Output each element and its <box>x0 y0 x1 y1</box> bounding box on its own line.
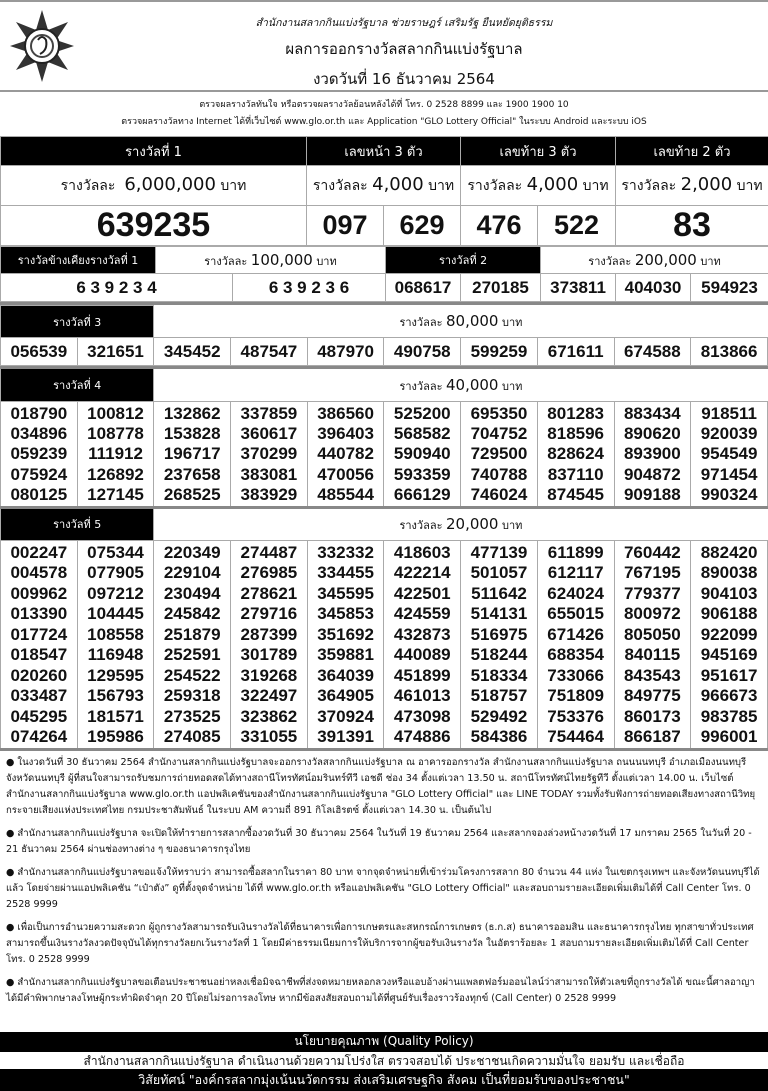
prize-number: 674588 <box>614 338 691 366</box>
prize-number: 322497 <box>231 686 308 707</box>
prize-number: 301789 <box>231 645 308 666</box>
prize-number: 837110 <box>537 465 614 486</box>
last3-number: 476 <box>461 206 538 246</box>
last3-label: เลขท้าย 3 ตัว <box>461 137 616 166</box>
prize-number: 108778 <box>77 424 154 445</box>
prize-number: 230494 <box>154 584 231 605</box>
prize-number: 432873 <box>384 625 461 646</box>
top-prizes-table <box>0 136 768 246</box>
prize-number: 100812 <box>77 401 154 424</box>
second-prize-number: 404030 <box>616 274 691 302</box>
prize-number: 671426 <box>537 625 614 646</box>
prize-number: 229104 <box>154 563 231 584</box>
prize-number: 345853 <box>307 604 384 625</box>
prize-number: 470056 <box>307 465 384 486</box>
third-prize-amount: รางวัลละ 80,000 บาท <box>154 306 768 338</box>
announcement-item <box>6 975 760 1007</box>
prize-number: 418603 <box>384 541 461 564</box>
prize-number: 259318 <box>154 686 231 707</box>
prize-number: 278621 <box>231 584 308 605</box>
prize-number: 196717 <box>154 444 231 465</box>
prize-number: 440089 <box>384 645 461 666</box>
prize-number: 345452 <box>154 338 231 366</box>
quality-policy-title: นโยบายคุณภาพ (Quality Policy) <box>0 1032 768 1051</box>
prize-number: 251879 <box>154 625 231 646</box>
prize-number: 013390 <box>1 604 78 625</box>
prize-number: 156793 <box>77 686 154 707</box>
prize-number: 746024 <box>461 485 538 506</box>
first-prize-label: รางวัลที่ 1 <box>1 137 307 166</box>
prize-number: 805050 <box>614 625 691 646</box>
prize-number: 017724 <box>1 625 78 646</box>
prize-number: 729500 <box>461 444 538 465</box>
bullet-icon: ● <box>6 867 17 878</box>
prize-number: 383929 <box>231 485 308 506</box>
prize-number: 753376 <box>537 707 614 728</box>
prize-number: 516975 <box>461 625 538 646</box>
prize-number: 733066 <box>537 666 614 687</box>
vision: วิสัยทัศน์ "องค์กรสลากมุ่งเน้นนวัตกรรม ส่งเสริมเศรษฐกิจ สังคม เป็นที่ยอมรับของประชาชน" <box>0 1070 768 1091</box>
prize-number: 059239 <box>1 444 78 465</box>
draw-date: งวดวันที่ 16 ธันวาคม 2564 <box>40 67 768 91</box>
prize-number: 127145 <box>77 485 154 506</box>
bullet-icon: ● <box>6 757 17 768</box>
prize-number: 364905 <box>307 686 384 707</box>
fifth-prize-amount: รางวัลละ 20,000 บาท <box>154 509 768 541</box>
prize-number: 485544 <box>307 485 384 506</box>
prize-number: 671611 <box>537 338 614 366</box>
prize-number: 108558 <box>77 625 154 646</box>
prize-number: 220349 <box>154 541 231 564</box>
prize-number: 473098 <box>384 707 461 728</box>
prize-number: 813866 <box>691 338 768 366</box>
near-first-number: 6 3 9 2 3 4 <box>1 274 233 302</box>
prize-number: 893900 <box>614 444 691 465</box>
slogan: สำนักงานสลากกินแบ่งรัฐบาล ช่วยราษฎร์ เสริมรัฐ ยืนหยัดยุติธรรม <box>40 14 768 31</box>
prize-number: 360617 <box>231 424 308 445</box>
prize-number: 909188 <box>614 485 691 506</box>
prize-number: 020260 <box>1 666 78 687</box>
near-first-amount: รางวัลละ 100,000 บาท <box>156 247 386 274</box>
prize-number: 451899 <box>384 666 461 687</box>
prize-number: 511642 <box>461 584 538 605</box>
prize-number: 767195 <box>614 563 691 584</box>
prize-number: 477139 <box>461 541 538 564</box>
prize-number: 276985 <box>231 563 308 584</box>
bullet-icon: ● <box>6 922 17 933</box>
prize-number: 487970 <box>307 338 384 366</box>
prize-number: 075924 <box>1 465 78 486</box>
fourth-prize-amount: รางวัลละ 40,000 บาท <box>154 369 768 401</box>
prize-number: 866187 <box>614 727 691 748</box>
prize-number: 624024 <box>537 584 614 605</box>
prize-number: 890038 <box>691 563 768 584</box>
quality-policy: สำนักงานสลากกินแบ่งรัฐบาล ดำเนินงานด้วยความโปร่งใส ตรวจสอบได้ ประชาชนเกิดความมั่นใจ ยอมรับ และเชื่อถือ <box>0 1051 768 1070</box>
prize-number: 849775 <box>614 686 691 707</box>
prize-number: 422501 <box>384 584 461 605</box>
prize-number: 590940 <box>384 444 461 465</box>
prize-number: 391391 <box>307 727 384 748</box>
prize-number: 971454 <box>691 465 768 486</box>
document-header <box>0 0 768 92</box>
announcement-item <box>6 920 760 968</box>
prize-number: 245842 <box>154 604 231 625</box>
prize-number: 364039 <box>307 666 384 687</box>
prize-number: 077905 <box>77 563 154 584</box>
third-prize-table <box>0 305 768 366</box>
prize-number: 695350 <box>461 401 538 424</box>
prize-number: 704752 <box>461 424 538 445</box>
last2-number: 83 <box>616 206 768 246</box>
prize-number: 818596 <box>537 424 614 445</box>
prize-number: 195986 <box>77 727 154 748</box>
prize-number: 593359 <box>384 465 461 486</box>
prize-number: 882420 <box>691 541 768 564</box>
last2-label: เลขท้าย 2 ตัว <box>616 137 768 166</box>
prize-number: 396403 <box>307 424 384 445</box>
prize-number: 922099 <box>691 625 768 646</box>
prize-number: 990324 <box>691 485 768 506</box>
prize-number: 779377 <box>614 584 691 605</box>
announcement-text: ในงวดวันที่ 30 ธันวาคม 2564 สำนักงานสลากกินแบ่งรัฐบาลจะออกรางวัลสลากกินแบ่งรัฐบาล ณ อาคารออกรางวัล สำนักงานสลากกินแบ่งรัฐบาล ถนนนนทบุรี อำเภอเมืองนนทบุรี จังหวัดนนทบุรี ผู้ที่สนใจสามารถรับชมการถ่ายทอดสดได้ทางสถานีโทรทัศน์อมรินทร์ทีวี เอชดี ช่อง 34 ตั้งแต่เวลา 13.50 น. สถานีโทรทัศน์ไทยรัฐทีวี ตั้งแต่เวลา 14.00 น. เว็บไซต์สำนักงานสลากกินแบ่งรัฐบาล www.glo.or.th แอปพลิเคชันของสำนักงานสลากกินแบ่งรัฐบาล "GLO Lottery Official" และ LINE TODAY รวมทั้งรับฟังการถ่ายทอดเสียงทางสถานีวิทยุกระจายเสียงแห่งประเทศไทย กรมประชาสัมพันธ์ ในระบบ AM ความถี่ 891 กิโลเฮิรตซ์ ตั้งแต่เวลา 14.30 น. เป็นต้นไป <box>6 757 755 816</box>
announcement-item <box>6 865 760 913</box>
prize-number: 370299 <box>231 444 308 465</box>
prize-number: 004578 <box>1 563 78 584</box>
prize-number: 126892 <box>77 465 154 486</box>
prize-number: 252591 <box>154 645 231 666</box>
announcement-text: เพื่อเป็นการอำนวยความสะดวก ผู้ถูกรางวัลสามารถรับเงินรางวัลได้ที่ธนาคารเพื่อการเกษตรและสหกรณ์การเกษตร (ธ.ก.ส) ธนาคารออมสิน และธนาคารกรุงไทย ทุกสาขาทั่วประเทศ สามารถขึ้นเงินรางวัลงวดปัจจุบันได้ทุกรางวัลยกเว้นรางวัลที่ 1 โดยมีค่าธรรมเนียมการให้บริการจากผู้ขอรับเงินรางวัล ในอัตราร้อยละ 1 สอบถามรายละเอียดเพิ่มเติมได้ที่ Call Center โทร. 0 2528 9999 <box>6 922 754 965</box>
prize-number: 514131 <box>461 604 538 625</box>
prize-number: 116948 <box>77 645 154 666</box>
prize-number: 018790 <box>1 401 78 424</box>
bullet-icon: ● <box>6 828 17 839</box>
prize-number: 129595 <box>77 666 154 687</box>
prize-number: 954549 <box>691 444 768 465</box>
prize-number: 951617 <box>691 666 768 687</box>
front3-number: 629 <box>384 206 461 246</box>
prize-number: 056539 <box>1 338 78 366</box>
prize-number: 075344 <box>77 541 154 564</box>
prize-number: 279716 <box>231 604 308 625</box>
prize-number: 666129 <box>384 485 461 506</box>
check-info-phone: ตรวจผลรางวัลทันใจ หรือตรวจผลรางวัลย้อนหลังได้ที่ โทร. 0 2528 8899 และ 1900 1900 10 <box>0 97 768 114</box>
near-first-number: 6 3 9 2 3 6 <box>233 274 386 302</box>
prize-number: 331055 <box>231 727 308 748</box>
prize-number: 599259 <box>461 338 538 366</box>
prize-number: 501057 <box>461 563 538 584</box>
prize-number: 321651 <box>77 338 154 366</box>
prize-number: 918511 <box>691 401 768 424</box>
fourth-prize-table <box>0 369 768 506</box>
check-info <box>0 92 768 136</box>
near-first-label: รางวัลข้างเคียงรางวัลที่ 1 <box>1 247 156 274</box>
prize-number: 097212 <box>77 584 154 605</box>
third-prize-label: รางวัลที่ 3 <box>1 306 154 338</box>
announcements <box>0 751 768 1032</box>
prize-number: 111912 <box>77 444 154 465</box>
prize-number: 337859 <box>231 401 308 424</box>
prize-number: 983785 <box>691 707 768 728</box>
prize-number: 153828 <box>154 424 231 445</box>
prize-number: 132862 <box>154 401 231 424</box>
prize-number: 487547 <box>231 338 308 366</box>
prize-number: 370924 <box>307 707 384 728</box>
prize-number: 287399 <box>231 625 308 646</box>
prize-number: 906188 <box>691 604 768 625</box>
fifth-prize-label: รางวัลที่ 5 <box>1 509 154 541</box>
prize-number: 529492 <box>461 707 538 728</box>
prize-number: 474886 <box>384 727 461 748</box>
prize-number: 751809 <box>537 686 614 707</box>
front3-amount: รางวัลละ 4,000 บาท <box>307 166 461 206</box>
glo-emblem-logo <box>10 10 74 82</box>
second-prize-number: 373811 <box>541 274 616 302</box>
announcement-text: สำนักงานสลากกินแบ่งรัฐบาล จะเปิดให้ทำรายการสลากซื้องวดวันที่ 30 ธันวาคม 2564 ในวันที่ 19 ธันวาคม 2564 และสลากจองล่วงหน้างวดวันที่ 17 มกราคม 2565 ในวันที่ 20 - 21 ธันวาคม 2564 ผ่านช่องทางต่าง ๆ ของธนาคารกรุงไทย <box>6 828 752 855</box>
announcement-item <box>6 826 760 858</box>
prize-number: 268525 <box>154 485 231 506</box>
prize-number: 002247 <box>1 541 78 564</box>
prize-number: 945169 <box>691 645 768 666</box>
fifth-prize-table <box>0 509 768 748</box>
prize-number: 612117 <box>537 563 614 584</box>
prize-number: 584386 <box>461 727 538 748</box>
prize-number: 740788 <box>461 465 538 486</box>
prize-number: 254522 <box>154 666 231 687</box>
prize-number: 273525 <box>154 707 231 728</box>
prize-number: 840115 <box>614 645 691 666</box>
check-info-web: ตรวจผลรางวัลทาง Internet ได้ที่เว็บไซต์ www.glo.or.th และ Application "GLO Lottery Official" ในระบบ Android และระบบ iOS <box>0 114 768 131</box>
prize-number: 080125 <box>1 485 78 506</box>
prize-number: 009962 <box>1 584 78 605</box>
last3-number: 522 <box>538 206 616 246</box>
second-prize-number: 594923 <box>691 274 768 302</box>
announcement-text: สำนักงานสลากกินแบ่งรัฐบาลขอแจ้งให้ทราบว่า สามารถซื้อสลากในราคา 80 บาท จากจุดจำหน่ายที่เข้าร่วมโครงการสลาก 80 จำนวน 44 แห่ง ในเขตกรุงเทพฯ และจังหวัดนนทบุรีได้แล้ว โดยจ่ายผ่านแอปพลิเคชัน “เป๋าตัง” ดูที่ตั้งจุดจำหน่าย ได้ที่ www.glo.or.th หรือแอปพลิเคชัน "GLO Lottery Official" และสอบถามรายละเอียดเพิ่มเติมได้ที่ Call Center โทร. 0 2528 9999 <box>6 867 760 910</box>
prize-number: 018547 <box>1 645 78 666</box>
second-prize-label: รางวัลที่ 2 <box>386 247 541 274</box>
prize-number: 904103 <box>691 584 768 605</box>
prize-number: 319268 <box>231 666 308 687</box>
prize-number: 883434 <box>614 401 691 424</box>
prize-number: 440782 <box>307 444 384 465</box>
last3-amount: รางวัลละ 4,000 บาท <box>461 166 616 206</box>
prize-number: 688354 <box>537 645 614 666</box>
prize-number: 860173 <box>614 707 691 728</box>
front3-label: เลขหน้า 3 ตัว <box>307 137 461 166</box>
near-and-second-table <box>0 246 768 302</box>
prize-number: 518244 <box>461 645 538 666</box>
prize-number: 843543 <box>614 666 691 687</box>
prize-number: 828624 <box>537 444 614 465</box>
prize-number: 034896 <box>1 424 78 445</box>
second-prize-number: 270185 <box>461 274 541 302</box>
second-prize-number: 068617 <box>386 274 461 302</box>
prize-number: 525200 <box>384 401 461 424</box>
bullet-icon: ● <box>6 977 17 988</box>
announcement-item <box>6 755 760 819</box>
prize-number: 800972 <box>614 604 691 625</box>
prize-number: 104445 <box>77 604 154 625</box>
prize-number: 181571 <box>77 707 154 728</box>
second-prize-amount: รางวัลละ 200,000 บาท <box>541 247 768 274</box>
prize-number: 351692 <box>307 625 384 646</box>
prize-number: 237658 <box>154 465 231 486</box>
prize-number: 422214 <box>384 563 461 584</box>
prize-number: 904872 <box>614 465 691 486</box>
first-prize-number: 639235 <box>1 206 307 246</box>
last2-amount: รางวัลละ 2,000 บาท <box>616 166 768 206</box>
prize-number: 274487 <box>231 541 308 564</box>
prize-number: 568582 <box>384 424 461 445</box>
prize-number: 655015 <box>537 604 614 625</box>
prize-number: 754464 <box>537 727 614 748</box>
prize-number: 461013 <box>384 686 461 707</box>
front3-number: 097 <box>307 206 384 246</box>
prize-number: 033487 <box>1 686 78 707</box>
prize-number: 801283 <box>537 401 614 424</box>
page-title: ผลการออกรางวัลสลากกินแบ่งรัฐบาล <box>40 37 768 61</box>
prize-number: 966673 <box>691 686 768 707</box>
prize-number: 518334 <box>461 666 538 687</box>
first-prize-amount: รางวัลละ 6,000,000 บาท <box>1 166 307 206</box>
prize-number: 074264 <box>1 727 78 748</box>
prize-number: 424559 <box>384 604 461 625</box>
prize-number: 611899 <box>537 541 614 564</box>
prize-number: 874545 <box>537 485 614 506</box>
prize-number: 518757 <box>461 686 538 707</box>
prize-number: 359881 <box>307 645 384 666</box>
prize-number: 332332 <box>307 541 384 564</box>
prize-number: 890620 <box>614 424 691 445</box>
prize-number: 490758 <box>384 338 461 366</box>
prize-number: 760442 <box>614 541 691 564</box>
prize-number: 920039 <box>691 424 768 445</box>
prize-number: 383081 <box>231 465 308 486</box>
prize-number: 345595 <box>307 584 384 605</box>
prize-number: 274085 <box>154 727 231 748</box>
prize-number: 323862 <box>231 707 308 728</box>
prize-number: 386560 <box>307 401 384 424</box>
prize-number: 996001 <box>691 727 768 748</box>
prize-number: 334455 <box>307 563 384 584</box>
announcement-text: สำนักงานสลากกินแบ่งรัฐบาลขอเตือนประชาชนอย่าหลงเชื่อมิจฉาชีพที่ส่งจดหมายหลอกลวงหรือแอบอ้างผ่านแพลตฟอร์มออนไลน์ว่าสามารถให้ตัวเลขที่ถูกรางวัลได้ ขณะนี้ศาลอาญาได้มีคำพิพากษาลงโทษผู้กระทำผิดจำคุก 20 ปีโดยไม่รอการลงโทษ หากมีข้อสงสัยสอบถามได้ที่ศูนย์รับเรื่องราวร้องทุกข์ (Call Center) 0 2528 9999 <box>6 977 755 1004</box>
prize-number: 045295 <box>1 707 78 728</box>
fourth-prize-label: รางวัลที่ 4 <box>1 369 154 401</box>
